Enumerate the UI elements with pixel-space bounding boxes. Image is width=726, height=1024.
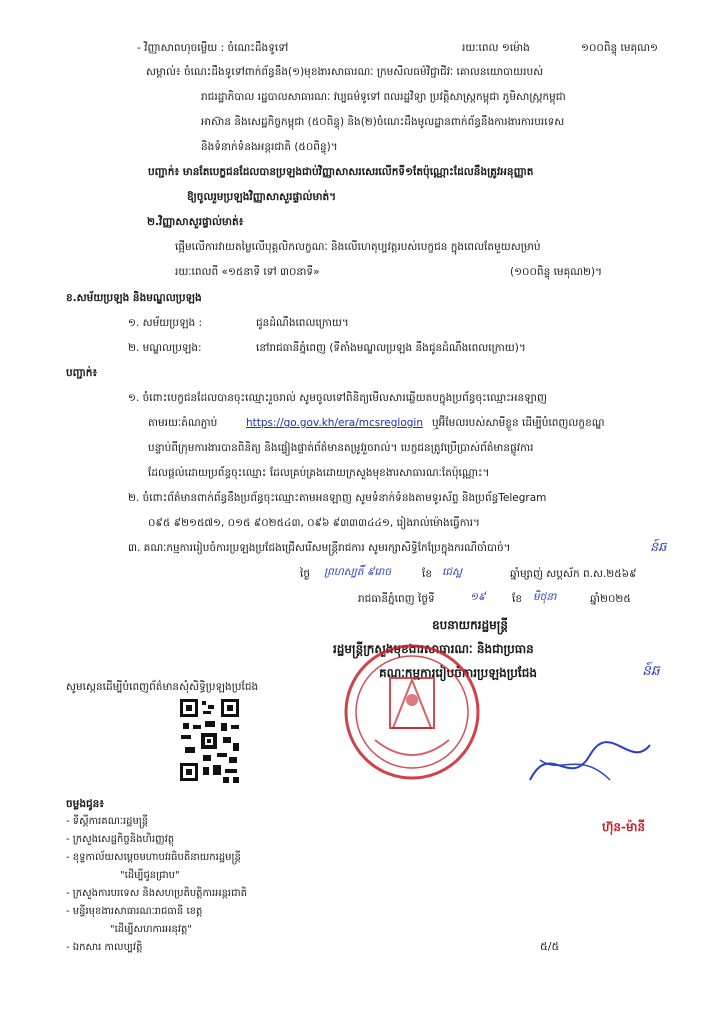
- signer-title-3-handwritten: ន៍ឆ: [642, 663, 660, 679]
- lunar-date-prefix: ថ្ងៃ: [300, 568, 310, 580]
- signer-title-3: គណៈកម្មការរៀបចំការប្រឡងប្រជែង: [379, 666, 537, 680]
- recipient-item-5: - មន្ទីរមុខងារសាធារណៈរាជធានី ខេត្ត: [66, 906, 203, 917]
- clarify2-p1-line3: បន្ទាប់ពីក្រុមការងារបានពិនិត្យ និងផ្ទៀងផ្ទាត់ព័ត៌មានតម្រូវរួចរាល់។ បេក្ខជនត្រូវប្រើប្រាស់ព័ត៌មានផ្លូវការ: [148, 442, 534, 454]
- oral-title: ២.វិញ្ញាសាសួរផ្ទាល់មាត់៖: [147, 216, 244, 228]
- recipient-item-4: - ក្រសួងការបរទេស និងសហប្រតិបត្តិការអន្តរជាតិ: [66, 888, 247, 899]
- clarify2-p1-line2: តាមរយៈតំណភ្ជាប់: [148, 417, 218, 429]
- lunar-month-prefix: ខែ: [422, 568, 432, 580]
- solar-month-handwritten: មិថុនា: [533, 591, 557, 603]
- clarify-line-1: បញ្ជាក់៖ មានតែបេក្ខជនដែលបានប្រឡងជាប់វិញ្ញាសាសរសេរលើកទី១តែប៉ុណ្ណោះដែលនឹងត្រូវអនុញ្ញាត: [148, 166, 534, 178]
- signer-name: ហ៊ុន-ម៉ានី: [602, 820, 646, 834]
- qr-code-icon[interactable]: [177, 693, 242, 787]
- solar-year: ឆ្នាំ២០២៥: [590, 593, 631, 605]
- duration: រយៈពេល ១ម៉ោង: [462, 42, 530, 54]
- solar-date-prefix: រាជធានីភ្នំពេញ ថ្ងៃទី: [358, 593, 435, 605]
- registration-link[interactable]: https://go.gov.kh/era/mcsreglogin: [246, 417, 423, 429]
- note-line-1: សម្គាល់៖ ចំណេះដឹងទូទៅពាក់ព័ន្ធនឹង(១)មុខងារសាធារណៈ ក្រមសីលធម៌វិជ្ជាជីវៈ គោលនយោបាយរបស់: [146, 66, 544, 78]
- center-value: នៅរាជធានីភ្នំពេញ (ទីតាំងមណ្ឌលប្រឡង នឹងជូនដំណឹងពេលក្រោយ)។: [256, 342, 526, 354]
- clarify-line-2: ឱ្យចូលរួមប្រឡងវិញ្ញាសាសួរផ្ទាល់មាត់។: [187, 191, 337, 203]
- oral-line-1: ផ្អើមលើការវាយតម្លៃលើបុគ្គលិកលក្ខណៈ និងលើហេតុប្បវត្តរបស់បេក្ខជន ក្នុងពេលតែមួយសម្រាប់: [175, 241, 541, 253]
- clarify2-p1-line4: ដែលផ្តល់ដោយប្រព័ន្ធចុះឈ្មោះ ដែលគ្រប់គ្រងដោយក្រសួងមុខងារសាធារណៈតែប៉ុណ្ណោះ។: [148, 467, 490, 479]
- recipient-item-2: - ក្រសួងសេដ្ឋកិច្ចនិងហិរញ្ញវត្ថុ: [66, 834, 175, 845]
- section-title: ខ.សម័យប្រឡង និងមណ្ឌលប្រឡង: [66, 292, 202, 304]
- clarify2-p2-line2: ០៩៥ ៩២១៥៧១, ០១៥ ៩០២៥៤៣, ០៩៦ ៩៣៣៣៤៤១, រៀងរាល់ម៉ោងធ្វើការ។: [148, 517, 480, 529]
- signer-title-2: រដ្ឋមន្ត្រីក្រសួងមុខងារសាធារណៈ និងជាប្រធាន: [333, 642, 534, 656]
- note-line-4: និងទំនាក់ទំនងអន្តរជាតិ (៥០ពិន្ទុ)។: [201, 141, 338, 153]
- clarify2-p3-handwritten: ន៍ឆ: [650, 540, 667, 555]
- lunar-year: ឆ្នាំម្សាញ់ សប្តស័ក ព.ស.២៥៦៩: [510, 568, 637, 580]
- signer-title-1: ឧបនាយករដ្ឋមន្ត្រី: [432, 618, 508, 632]
- recipient-note-2: "ដើម្បីសហការអនុវត្ត": [110, 924, 193, 935]
- clarify2-title: បញ្ជាក់៖: [66, 367, 98, 379]
- recipients-title: ចម្លងជូន៖: [66, 798, 104, 810]
- qr-caption: សូមស្កេនដើម្បីបំពេញព័ត៌មានសុំសិទ្ធិប្រឡងប្រជែង: [66, 681, 259, 693]
- note-line-2: រាជរដ្ឋាភិបាល រដ្ឋបាលសាធារណៈ វប្បធម៌ទូទៅ ពលរដ្ឋវិទ្យា ប្រវត្តិសាស្ត្រកម្ពុជា ភូមិសាស្ត្រកម្ពុជា: [201, 91, 566, 103]
- recipient-item-3: - ខុទ្ទកាល័យសម្តេចមហាបវរធិបតីនាយករដ្ឋមន្ត្រី: [66, 852, 241, 863]
- score: ១០០ពិន្ទុ មេគុណ១: [581, 42, 658, 54]
- clarify2-p1-line1: ១. ចំពោះបេក្ខជនដែលបានចុះឈ្មោះរួចរាល់ សូមចូលទៅពិនិត្យមើលសារឆ្លើយតបក្នុងប្រព័ន្ធចុះឈ្មោះអនឡាញ: [128, 392, 547, 404]
- note-line-3: អាស៊ាន និងសេដ្ឋកិច្ចកម្ពុជា (៥០ពិន្ទុ) និង(២)ចំណេះដឹងមូលដ្ឋានពាក់ព័ន្ធនឹងការងារការបរទេស: [201, 116, 565, 128]
- clarify2-p2-line1: ២. ចំពោះព័ត៌មានពាក់ព័ន្ធនឹងប្រព័ន្ធចុះឈ្មោះតាមអនឡាញ សូមទំនាក់ទំនងតាមទូរស័ព្ទ និងប្រព័ន្ធTelegram: [128, 492, 547, 504]
- center-label: ២. មណ្ឌលប្រឡង:: [128, 342, 202, 354]
- solar-month-prefix: ខែ: [512, 593, 522, 605]
- session-value: ជូនដំណឹងពេលក្រោយ។: [256, 317, 349, 329]
- clarify2-p1-line2b: ឬអ៊ីមែលរបស់សាមីខ្លួន ដើម្បីបំពេញលក្ខខណ្ឌ: [432, 417, 605, 429]
- recipient-note-1: "ដើម្បីជូនជ្រាប": [120, 870, 180, 881]
- recipient-item-6: - ឯកសារ កាលប្បវត្តិ: [66, 942, 143, 953]
- lunar-month-handwritten: ជេស្ឋ: [442, 566, 462, 578]
- session-label: ១. សម័យប្រឡង :: [128, 317, 203, 329]
- solar-day-handwritten: ១៩: [470, 591, 486, 603]
- subject-line: - វិញ្ញាសាពហុចម្លើយ : ចំណេះដឹងទូទៅ: [137, 42, 289, 54]
- signature-icon: [520, 720, 660, 810]
- oral-line-2: រយៈពេលពី «១៥នាទី ទៅ ៣០នាទី»: [175, 266, 320, 278]
- recipient-item-1: - ទីស្តីការគណៈរដ្ឋមន្ត្រី: [66, 816, 149, 827]
- oral-score: (១០០ពិន្ទុ មេគុណ២)។: [510, 266, 603, 278]
- official-seal-icon: [335, 640, 490, 785]
- clarify2-p3: ៣. គណៈកម្មការរៀបចំការប្រឡងប្រជែងជ្រើសរើសមន្ត្រីរាជការ សូមរក្សាសិទ្ធិកែប្រែក្នុងករណីចាំបាច់។: [128, 542, 511, 554]
- page-number: ៥/៥: [540, 940, 560, 953]
- lunar-date-handwritten: ព្រហស្បតិ៍ ៩រោច: [324, 566, 392, 578]
